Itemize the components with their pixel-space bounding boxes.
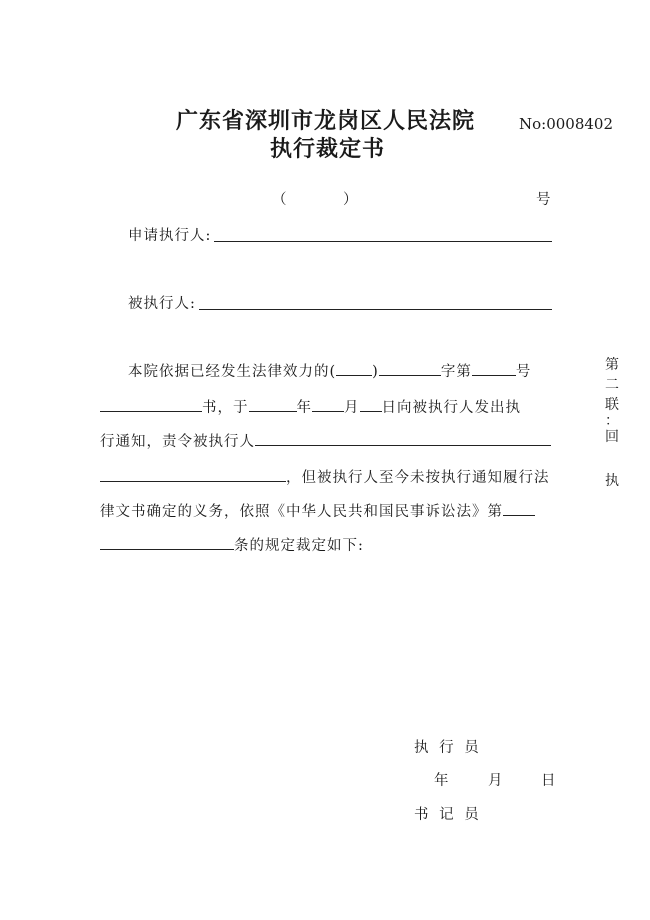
side-note-char: 第 (605, 357, 619, 373)
side-note-char: ： (605, 413, 619, 429)
document-type-blank[interactable] (336, 361, 372, 376)
body-text-segment: 条的规定裁定如下: (234, 538, 364, 554)
case-number-blank[interactable] (472, 361, 516, 376)
body-line-4 (100, 466, 550, 487)
notice-year-blank[interactable] (249, 397, 297, 412)
date-year-label: 年 (434, 773, 450, 789)
notice-day-blank[interactable] (360, 397, 382, 412)
date-month-label: 月 (488, 773, 504, 789)
body-text-segment: 行通知，责令被执行人 (100, 434, 255, 450)
case-number-close-paren: ） (343, 192, 359, 208)
body-text-segment: 律文书确定的义务，依照《中华人民共和国民事诉讼法》第 (100, 504, 503, 520)
applicant-blank-line[interactable] (214, 241, 552, 242)
body-text-segment: ) (372, 364, 379, 380)
court-name: 广东省深圳市龙岗区人民法院 (176, 108, 476, 134)
body-line-1 (128, 360, 531, 381)
body-text-segment: ，但被执行人至今未按执行通知履行法 (286, 470, 550, 486)
applicant-label: 申请执行人: (128, 228, 212, 244)
article-number-blank[interactable] (503, 501, 535, 516)
date-day-label: 日 (541, 773, 557, 789)
body-text-segment: 字第 (440, 364, 472, 380)
serial-number: No:0008402 (519, 115, 614, 133)
obligation-blank-1[interactable] (255, 431, 551, 446)
obligation-blank-2[interactable] (100, 467, 286, 482)
body-text-segment: 书，于 (202, 400, 249, 416)
side-note-char: 执 (605, 473, 619, 489)
document-title: 执行裁定书 (270, 136, 386, 162)
side-note-char: 回 (605, 429, 619, 445)
body-text-segment: 年 (296, 400, 312, 416)
executor-label: 执 行 员 (414, 740, 482, 756)
clerk-label: 书 记 员 (414, 807, 482, 823)
respondent-blank-line[interactable] (199, 309, 552, 310)
body-line-2 (100, 396, 521, 417)
notice-month-blank[interactable] (312, 397, 344, 412)
body-line-5 (100, 500, 535, 521)
document-name-blank[interactable] (100, 397, 202, 412)
case-year-blank[interactable] (379, 361, 441, 376)
body-line-3 (100, 430, 551, 451)
body-text-segment: 号 (515, 364, 532, 380)
body-text-segment: 本院依据已经发生法律效力的( (128, 364, 337, 380)
body-text-segment: 日向被执行人发出执 (381, 400, 521, 416)
body-text-segment: 月 (344, 400, 360, 416)
article-clause-blank[interactable] (100, 535, 234, 550)
side-note-char: 二 (605, 377, 619, 393)
side-note-char: 联 (605, 397, 619, 413)
case-number-hao: 号 (536, 192, 552, 208)
body-line-6 (100, 534, 364, 555)
case-number-open-paren: （ (272, 192, 288, 208)
respondent-label: 被执行人: (128, 296, 196, 312)
